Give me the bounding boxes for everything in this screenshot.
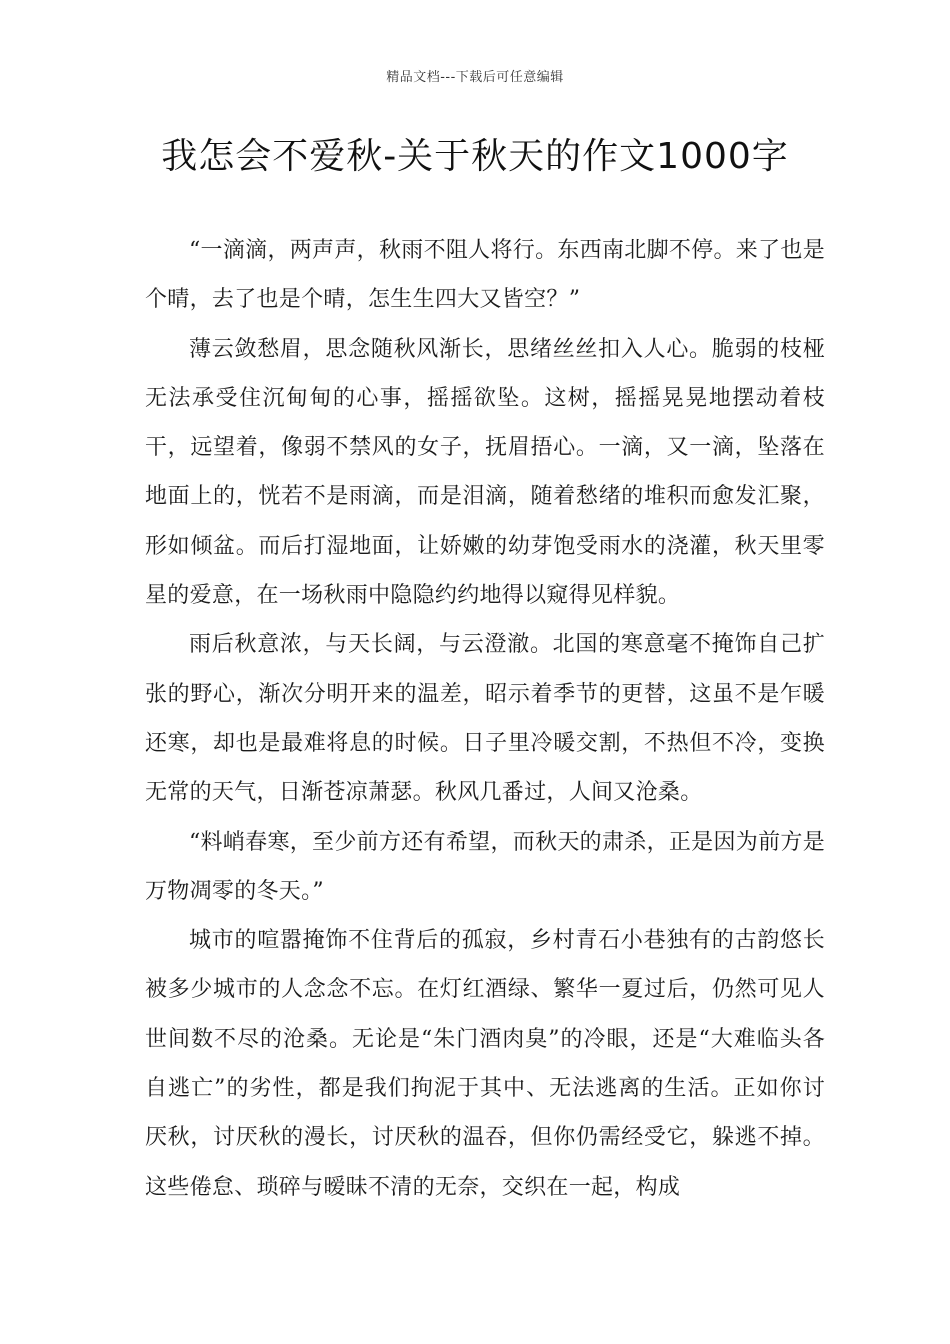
paragraph: 雨后秋意浓，与天长阔，与云澄澈。北国的寒意毫不掩饰自己扩张的野心，渐次分明开来的温差，昭示着季节的更替，这虽不是乍暖还寒，却也是最难将息的时候。日子里冷暖交割，不热但不冷，变换无常的天气，日渐苍凉萧瑟。秋风几番过，人间又沧桑。 — [145, 632, 825, 806]
paragraph: “料峭春寒，至少前方还有希望，而秋天的肃杀，正是因为前方是万物凋零的冬天。” — [145, 829, 825, 904]
article-body — [145, 226, 825, 1212]
paragraph: “一滴滴，两声声，秋雨不阻人将行。东西南北脚不停。来了也是个晴，去了也是个晴，怎生生四大又皆空？” — [145, 238, 825, 313]
header-note: 精品文档---下载后可任意编辑 — [386, 70, 564, 85]
paragraph: 城市的喧嚣掩饰不住背后的孤寂，乡村青石小巷独有的古韵悠长被多少城市的人念念不忘。在灯红酒绿、繁华一夏过后，仍然可见人世间数不尽的沧桑。无论是“朱门酒肉臭”的冷眼，还是“大难临头各自逃亡”的劣性，都是我们拘泥于其中、无法逃离的生活。正如你讨厌秋，讨厌秋的漫长，讨厌秋的温吞，但你仍需经受它，躲逃不掉。这些倦怠、琐碎与暧昧不清的无奈，交织在一起，构成 — [145, 928, 825, 1200]
paragraph: 薄云敛愁眉，思念随秋风渐长，思绪丝丝扣入人心。脆弱的枝桠无法承受住沉甸甸的心事，摇摇欲坠。这树，摇摇晃晃地摆动着枝干，远望着，像弱不禁风的女子，抚眉捂心。一滴，又一滴，坠落在地面上的，恍若不是雨滴，而是泪滴，随着愁绪的堆积而愈发汇聚，形如倾盆。而后打湿地面，让娇嫩的幼芽饱受雨水的浇灌，秋天里零星的爱意，在一场秋雨中隐隐约约地得以窥得见样貌。 — [145, 336, 825, 609]
document-title: 我怎会不爱秋-关于秋天的作文1000字 — [161, 136, 789, 177]
